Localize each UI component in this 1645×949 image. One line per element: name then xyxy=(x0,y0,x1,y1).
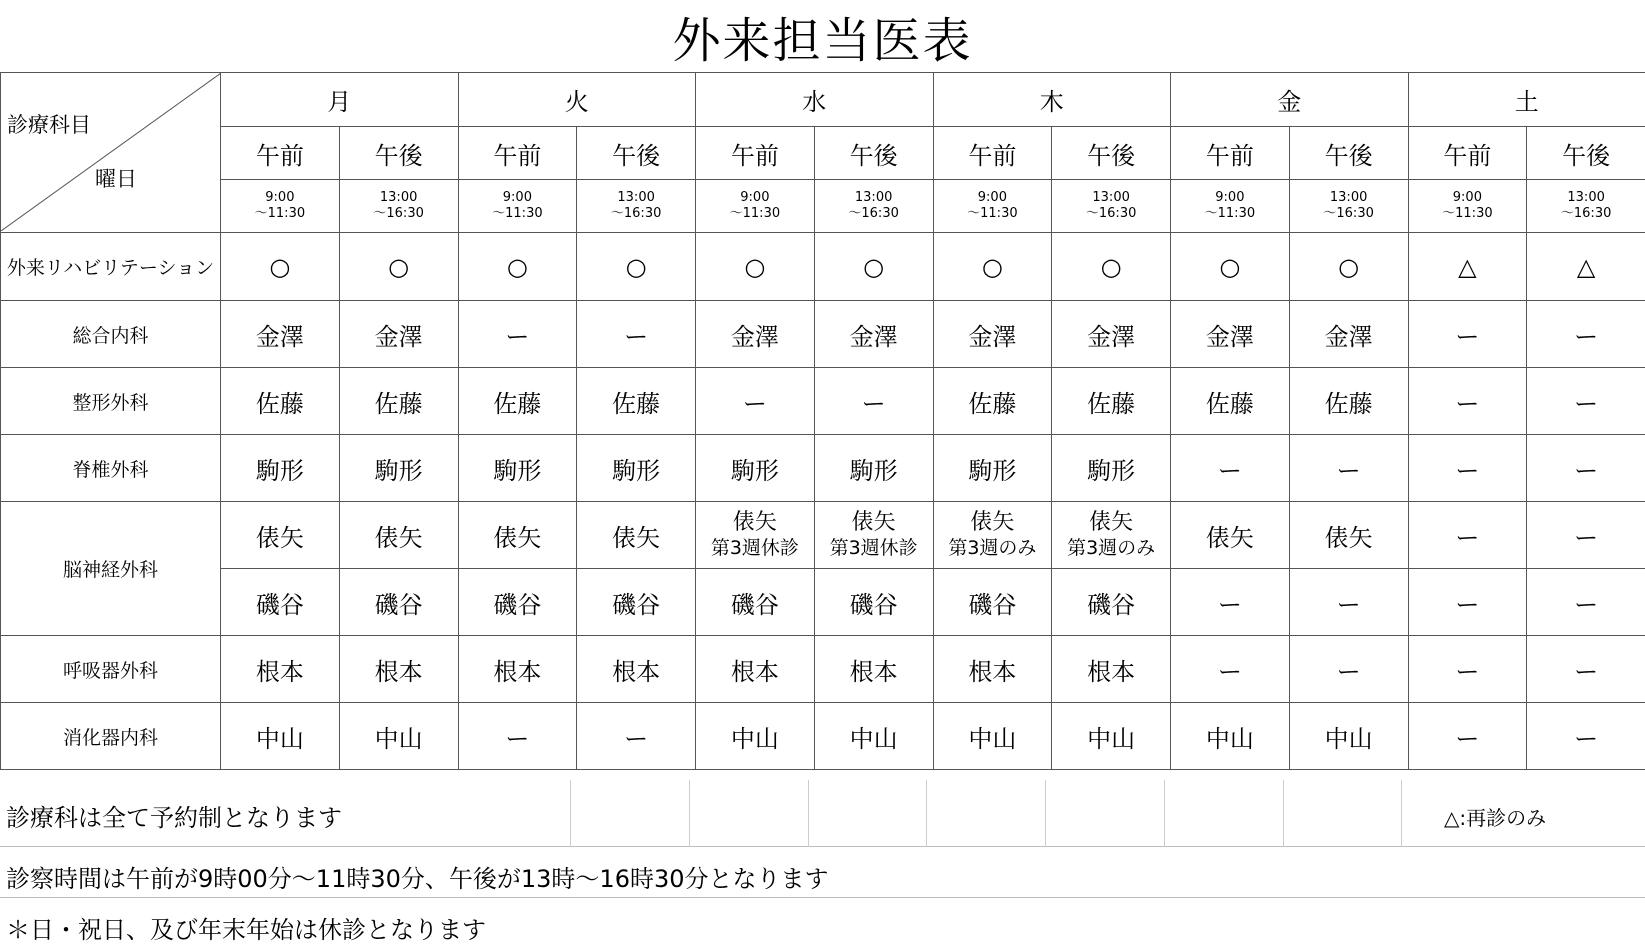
dept-ortho: 整形外科 xyxy=(1,368,221,435)
cell-neuro2-thu-am: 磯谷 xyxy=(933,569,1052,636)
pm-time-end: ～16:30 xyxy=(1085,206,1137,221)
doctor-name: 俵矢 xyxy=(970,510,1015,535)
cell-spine-tue-am: 駒形 xyxy=(458,435,577,502)
closed-note: ＊日・祝日、及び年末年始は休診となります xyxy=(6,916,486,944)
pm-time-start: 13:00 xyxy=(379,190,418,205)
day-header-sat: 土 xyxy=(1408,73,1645,127)
pm-time-mon xyxy=(339,180,458,233)
am-time-end: ～11:30 xyxy=(967,206,1018,221)
am-time-end: ～11:30 xyxy=(254,206,306,221)
cell-ortho-sat-am: ー xyxy=(1408,368,1527,435)
cell-neuro2-fri-pm: ー xyxy=(1289,569,1408,636)
cell-rehab-mon-am: ○ xyxy=(221,233,340,301)
legend-triangle: △:再診のみ xyxy=(1444,806,1547,830)
cell-resp-thu-am: 根本 xyxy=(933,636,1052,703)
cell-neuro2-mon-pm: 磯谷 xyxy=(339,569,458,636)
cell-rehab-thu-am: ○ xyxy=(933,233,1052,301)
cell-gastro-tue-am: ー xyxy=(458,703,577,770)
schedule-note: 第3週のみ xyxy=(1067,537,1156,559)
pm-label-thu: 午後 xyxy=(1052,127,1171,180)
cell-neuro2-fri-am: ー xyxy=(1171,569,1290,636)
cell-neuro1-sat-am: ー xyxy=(1408,502,1527,569)
cell-internal-wed-pm: 金澤 xyxy=(814,301,933,368)
cell-neuro2-tue-pm: 磯谷 xyxy=(577,569,696,636)
pm-time-thu xyxy=(1052,180,1171,233)
cell-rehab-fri-am: ○ xyxy=(1171,233,1290,301)
cell-resp-sat-am: ー xyxy=(1408,636,1527,703)
cell-neuro1-tue-am: 俵矢 xyxy=(458,502,577,569)
am-label-wed: 午前 xyxy=(696,127,815,180)
cell-ortho-wed-pm: ー xyxy=(814,368,933,435)
cell-spine-tue-pm: 駒形 xyxy=(577,435,696,502)
day-header-thu: 木 xyxy=(933,73,1171,127)
cell-resp-fri-am: ー xyxy=(1171,636,1290,703)
cell-ortho-mon-am: 佐藤 xyxy=(221,368,340,435)
pm-label-mon: 午後 xyxy=(339,127,458,180)
cell-gastro-thu-pm: 中山 xyxy=(1052,703,1171,770)
am-label-sat: 午前 xyxy=(1408,127,1527,180)
cell-neuro1-thu-am xyxy=(933,502,1052,569)
corner-header xyxy=(1,73,221,233)
cell-rehab-wed-pm: ○ xyxy=(814,233,933,301)
doctor-name: 俵矢 xyxy=(1089,510,1134,535)
am-time-mon xyxy=(221,180,340,233)
cell-resp-mon-am: 根本 xyxy=(221,636,340,703)
cell-gastro-fri-am: 中山 xyxy=(1171,703,1290,770)
cell-rehab-tue-pm: ○ xyxy=(577,233,696,301)
cell-neuro1-tue-pm: 俵矢 xyxy=(577,502,696,569)
am-time-thu xyxy=(933,180,1052,233)
am-label-fri: 午前 xyxy=(1171,127,1290,180)
am-time-fri xyxy=(1171,180,1290,233)
am-time-wed xyxy=(696,180,815,233)
cell-resp-mon-pm: 根本 xyxy=(339,636,458,703)
corner-diagonal xyxy=(1,73,221,231)
cell-gastro-wed-am: 中山 xyxy=(696,703,815,770)
doctor-schedule-table xyxy=(0,72,1645,770)
pm-label-sat: 午後 xyxy=(1527,127,1645,180)
am-time-end: ～11:30 xyxy=(1442,206,1493,221)
dept-internal: 総合内科 xyxy=(1,301,221,368)
cell-internal-mon-pm: 金澤 xyxy=(339,301,458,368)
cell-neuro2-sat-pm: ー xyxy=(1527,569,1645,636)
footer-gridline xyxy=(1283,780,1284,847)
footer-gridline xyxy=(808,780,809,847)
am-label-mon: 午前 xyxy=(221,127,340,180)
cell-neuro1-mon-pm: 俵矢 xyxy=(339,502,458,569)
pm-time-start: 13:00 xyxy=(1329,190,1368,205)
cell-neuro1-sat-pm: ー xyxy=(1527,502,1645,569)
cell-neuro1-thu-pm xyxy=(1052,502,1171,569)
cell-ortho-thu-pm: 佐藤 xyxy=(1052,368,1171,435)
cell-rehab-wed-am: ○ xyxy=(696,233,815,301)
cell-internal-wed-am: 金澤 xyxy=(696,301,815,368)
cell-gastro-fri-pm: 中山 xyxy=(1289,703,1408,770)
cell-spine-mon-am: 駒形 xyxy=(221,435,340,502)
am-time-start: 9:00 xyxy=(265,190,295,205)
schedule-note: 第3週休診 xyxy=(710,537,799,559)
cell-neuro2-tue-am: 磯谷 xyxy=(458,569,577,636)
am-time-end: ～11:30 xyxy=(1204,206,1256,221)
cell-neuro2-sat-am: ー xyxy=(1408,569,1527,636)
pm-label-wed: 午後 xyxy=(814,127,933,180)
cell-gastro-thu-am: 中山 xyxy=(933,703,1052,770)
cell-gastro-mon-pm: 中山 xyxy=(339,703,458,770)
cell-internal-tue-pm: ー xyxy=(577,301,696,368)
cell-neuro2-wed-am: 磯谷 xyxy=(696,569,815,636)
cell-internal-mon-am: 金澤 xyxy=(221,301,340,368)
cell-spine-mon-pm: 駒形 xyxy=(339,435,458,502)
pm-time-start: 13:00 xyxy=(1092,190,1130,205)
cell-neuro1-mon-am: 俵矢 xyxy=(221,502,340,569)
cell-spine-fri-pm: ー xyxy=(1289,435,1408,502)
am-time-end: ～11:30 xyxy=(729,206,781,221)
am-time-sat xyxy=(1408,180,1527,233)
day-header-mon: 月 xyxy=(221,73,459,127)
cell-rehab-mon-pm: ○ xyxy=(339,233,458,301)
cell-spine-thu-am: 駒形 xyxy=(933,435,1052,502)
cell-spine-sat-am: ー xyxy=(1408,435,1527,502)
day-header-wed: 水 xyxy=(696,73,934,127)
cell-neuro2-wed-pm: 磯谷 xyxy=(814,569,933,636)
day-header-fri: 金 xyxy=(1171,73,1409,127)
cell-spine-wed-pm: 駒形 xyxy=(814,435,933,502)
am-label-tue: 午前 xyxy=(458,127,577,180)
am-label-thu: 午前 xyxy=(933,127,1052,180)
dept-gastro: 消化器内科 xyxy=(1,703,221,770)
am-time-start: 9:00 xyxy=(977,190,1007,205)
cell-resp-fri-pm: ー xyxy=(1289,636,1408,703)
dept-rehab: 外来リハビリテーション xyxy=(1,233,221,301)
cell-ortho-fri-pm: 佐藤 xyxy=(1289,368,1408,435)
cell-internal-fri-am: 金澤 xyxy=(1171,301,1290,368)
schedule-note: 第3週のみ xyxy=(948,537,1037,559)
footer-closed-row xyxy=(0,898,1645,949)
pm-time-end: ～16:30 xyxy=(610,206,662,221)
footer-gridline xyxy=(689,780,690,847)
pm-time-start: 13:00 xyxy=(1567,190,1605,205)
cell-internal-tue-am: ー xyxy=(458,301,577,368)
schedule-note: 第3週休診 xyxy=(829,537,918,559)
cell-ortho-tue-pm: 佐藤 xyxy=(577,368,696,435)
pm-time-sat xyxy=(1527,180,1645,233)
am-time-tue xyxy=(458,180,577,233)
cell-internal-sat-am: ー xyxy=(1408,301,1527,368)
cell-rehab-thu-pm: ○ xyxy=(1052,233,1171,301)
pm-time-end: ～16:30 xyxy=(373,206,424,221)
hours-note: 診察時間は午前が9時00分～11時30分、午後が13時～16時30分となります xyxy=(6,865,829,893)
footer-gridline xyxy=(1401,780,1402,847)
footer-gridline xyxy=(1045,780,1046,847)
cell-gastro-tue-pm: ー xyxy=(577,703,696,770)
cell-internal-thu-pm: 金澤 xyxy=(1052,301,1171,368)
cell-internal-fri-pm: 金澤 xyxy=(1289,301,1408,368)
corner-label-department: 診療科目 xyxy=(7,113,91,137)
cell-resp-wed-pm: 根本 xyxy=(814,636,933,703)
pm-time-start: 13:00 xyxy=(617,190,655,205)
am-time-start: 9:00 xyxy=(1452,190,1482,205)
cell-neuro2-mon-am: 磯谷 xyxy=(221,569,340,636)
footer-gridline xyxy=(1164,780,1165,847)
cell-resp-thu-pm: 根本 xyxy=(1052,636,1171,703)
reservation-note: 診療科は全て予約制となります xyxy=(6,804,342,832)
pm-label-fri: 午後 xyxy=(1289,127,1408,180)
cell-resp-tue-am: 根本 xyxy=(458,636,577,703)
pm-time-wed xyxy=(814,180,933,233)
cell-ortho-tue-am: 佐藤 xyxy=(458,368,577,435)
cell-ortho-mon-pm: 佐藤 xyxy=(339,368,458,435)
cell-gastro-sat-am: ー xyxy=(1408,703,1527,770)
doctor-name: 俵矢 xyxy=(732,510,777,535)
dept-neuro: 脳神経外科 xyxy=(1,502,221,636)
cell-ortho-fri-am: 佐藤 xyxy=(1171,368,1290,435)
cell-internal-thu-am: 金澤 xyxy=(933,301,1052,368)
cell-spine-wed-am: 駒形 xyxy=(696,435,815,502)
cell-internal-sat-pm: ー xyxy=(1527,301,1645,368)
pm-time-end: ～16:30 xyxy=(1560,206,1612,221)
am-time-end: ～11:30 xyxy=(492,206,543,221)
cell-neuro1-wed-pm xyxy=(814,502,933,569)
pm-time-fri xyxy=(1289,180,1408,233)
footer-gridline xyxy=(926,780,927,847)
pm-time-end: ～16:30 xyxy=(848,206,899,221)
cell-neuro1-fri-am: 俵矢 xyxy=(1171,502,1290,569)
cell-rehab-sat-am: △ xyxy=(1408,233,1527,301)
cell-rehab-tue-am: ○ xyxy=(458,233,577,301)
dept-spine: 脊椎外科 xyxy=(1,435,221,502)
cell-neuro1-fri-pm: 俵矢 xyxy=(1289,502,1408,569)
cell-rehab-fri-pm: ○ xyxy=(1289,233,1408,301)
page-title: 外来担当医表 xyxy=(672,12,973,69)
cell-ortho-thu-am: 佐藤 xyxy=(933,368,1052,435)
cell-gastro-mon-am: 中山 xyxy=(221,703,340,770)
pm-time-start: 13:00 xyxy=(854,190,893,205)
dept-resp: 呼吸器外科 xyxy=(1,636,221,703)
corner-label-weekday: 曜日 xyxy=(95,167,137,191)
day-header-tue: 火 xyxy=(458,73,696,127)
cell-resp-wed-am: 根本 xyxy=(696,636,815,703)
pm-time-end: ～16:30 xyxy=(1323,206,1374,221)
cell-gastro-sat-pm: ー xyxy=(1527,703,1645,770)
am-time-start: 9:00 xyxy=(1215,190,1245,205)
cell-spine-sat-pm: ー xyxy=(1527,435,1645,502)
pm-time-tue xyxy=(577,180,696,233)
cell-neuro2-thu-pm: 磯谷 xyxy=(1052,569,1171,636)
cell-resp-tue-pm: 根本 xyxy=(577,636,696,703)
footer-gridline xyxy=(570,780,571,847)
cell-rehab-sat-pm: △ xyxy=(1527,233,1645,301)
doctor-name: 俵矢 xyxy=(851,510,896,535)
am-time-start: 9:00 xyxy=(740,190,770,205)
cell-gastro-wed-pm: 中山 xyxy=(814,703,933,770)
cell-neuro1-wed-am xyxy=(696,502,815,569)
cell-ortho-sat-pm: ー xyxy=(1527,368,1645,435)
footer-reservation-row xyxy=(0,780,1645,847)
cell-spine-fri-am: ー xyxy=(1171,435,1290,502)
pm-label-tue: 午後 xyxy=(577,127,696,180)
am-time-start: 9:00 xyxy=(502,190,532,205)
cell-resp-sat-pm: ー xyxy=(1527,636,1645,703)
cell-spine-thu-pm: 駒形 xyxy=(1052,435,1171,502)
footer-hours-row xyxy=(0,847,1645,898)
cell-ortho-wed-am: ー xyxy=(696,368,815,435)
